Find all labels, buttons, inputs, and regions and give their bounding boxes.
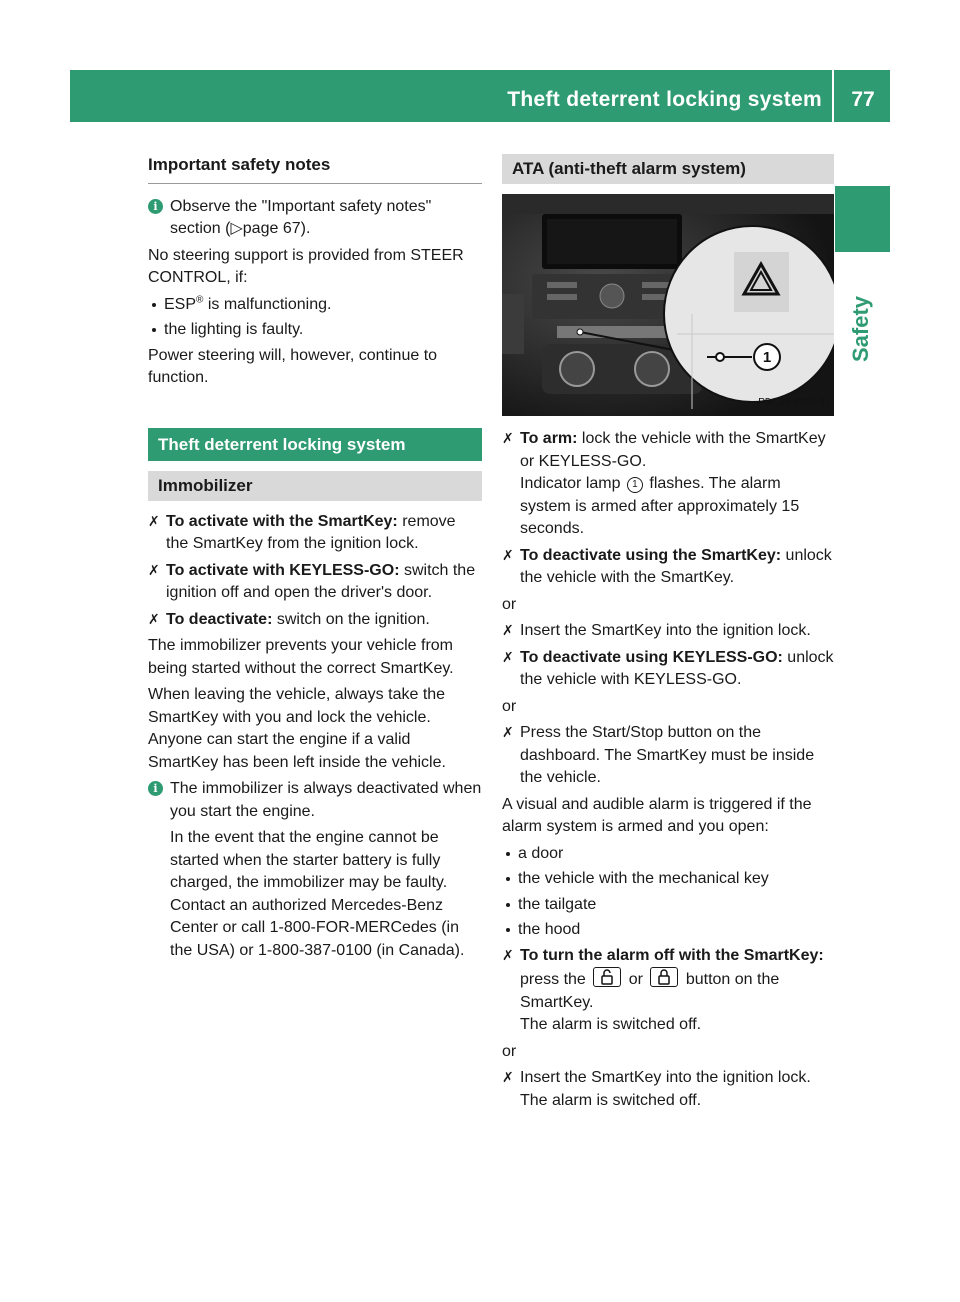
step-arrow-icon: ✗	[502, 1070, 514, 1086]
instruction-step: ✗ Insert the SmartKey into the ignition lock. The alarm is switched off.	[502, 1069, 811, 1109]
paragraph: A visual and audible alarm is triggered if the alarm system is armed and you open:	[502, 795, 812, 835]
or-text: or	[502, 595, 517, 613]
callout-number: 1	[762, 349, 772, 366]
section-tab-label: Safety	[848, 295, 873, 362]
list-item: ESP® is malfunctioning.	[148, 294, 482, 317]
section-heading-theft: Theft deterrent locking system	[148, 428, 482, 461]
paragraph: The immobilizer prevents your vehicle from being started without the correct SmartKey.	[148, 637, 454, 677]
step-arrow-icon: ✗	[148, 611, 160, 628]
list-item: the lighting is faulty.	[148, 319, 482, 342]
or-text: or	[502, 697, 517, 715]
right-column	[502, 150, 834, 1116]
info-icon: i	[148, 199, 163, 214]
page-number: 77	[851, 88, 875, 111]
dashboard-photo	[502, 194, 834, 416]
step-arrow-icon: ✗	[148, 562, 160, 579]
unlock-icon	[593, 967, 621, 987]
paragraph: When leaving the vehicle, always take the SmartKey with you and lock the vehicle. Anyone can start the engine if a valid SmartKey has been left inside the vehicle.	[148, 686, 446, 771]
instruction-step: ✗ To deactivate using the SmartKey: unlock the vehicle with the SmartKey.	[502, 546, 832, 586]
instruction-step: ✗ To deactivate: switch on the ignition.	[148, 609, 482, 632]
instruction-step: ✗ Press the Start/Stop button on the dashboard. The SmartKey must be inside the vehicle.	[502, 724, 815, 786]
safety-notes-heading: Important safety notes	[148, 150, 482, 184]
instruction-step: ✗ To activate with the SmartKey: remove the SmartKey from the ignition lock.	[148, 512, 456, 552]
instruction-step: ✗ To deactivate using KEYLESS-GO: unlock the vehicle with KEYLESS-GO.	[502, 648, 834, 688]
step-arrow-icon: ✗	[502, 623, 514, 639]
list-item: a door	[502, 843, 834, 866]
dashboard-illustration	[502, 194, 834, 416]
paragraph: No steering support is provided from STEER CONTROL, if:	[148, 246, 464, 286]
instruction-step: ✗ To turn the alarm off with the SmartKey: press the or button on the SmartKey. The alarm is switched off.	[502, 946, 824, 1033]
subsection-heading-immobilizer: Immobilizer	[148, 471, 482, 501]
list-item: the hood	[502, 919, 834, 942]
step-arrow-icon: ✗	[502, 649, 514, 666]
photo-reference-code: P54.32-8944-31	[758, 396, 830, 408]
subsection-heading-ata: ATA (anti-theft alarm system)	[502, 154, 834, 184]
left-column	[148, 150, 482, 966]
running-header-title: Theft deterrent locking system	[507, 88, 822, 111]
header-separator	[832, 70, 834, 122]
info-icon: i	[148, 781, 163, 796]
callout-ref: 1	[627, 477, 643, 493]
paragraph: Power steering will, however, continue to function.	[148, 346, 438, 386]
page-ref-arrow-icon: ▷	[230, 220, 243, 237]
instruction-step: ✗ To activate with KEYLESS-GO: switch the ignition off and open the driver's door.	[148, 561, 476, 601]
instruction-step: ✗ To arm: lock the vehicle with the SmartKey or KEYLESS-GO. Indicator lamp 1 flashes. The alarm system is armed after approximately 15 seconds.	[502, 430, 826, 537]
info-note: i Observe the "Important safety notes" section (▷page 67).	[148, 196, 482, 241]
or-text: or	[502, 1042, 517, 1060]
list-item: the vehicle with the mechanical key	[502, 868, 834, 891]
step-arrow-icon: ✗	[502, 547, 514, 564]
info-note: i The immobilizer is always deactivated when you start the engine. In the event that the engine cannot be started when the starter battery is fully charged, the immobilizer may be faulty. Contact an authorized Mercedes-Benz Center or call 1-800-FOR-MERCedes (in the USA) or 1-800-387-0100 (in Canada).	[148, 778, 482, 962]
step-arrow-icon: ✗	[502, 725, 514, 741]
section-tab-marker	[835, 186, 890, 252]
page-ref-link[interactable]: page 67).	[242, 220, 311, 237]
step-arrow-icon: ✗	[148, 513, 160, 530]
lock-icon	[650, 967, 678, 987]
list-item: the tailgate	[502, 894, 834, 917]
step-arrow-icon: ✗	[502, 947, 514, 964]
instruction-step: ✗ Insert the SmartKey into the ignition lock.	[502, 620, 834, 643]
step-arrow-icon: ✗	[502, 431, 514, 447]
